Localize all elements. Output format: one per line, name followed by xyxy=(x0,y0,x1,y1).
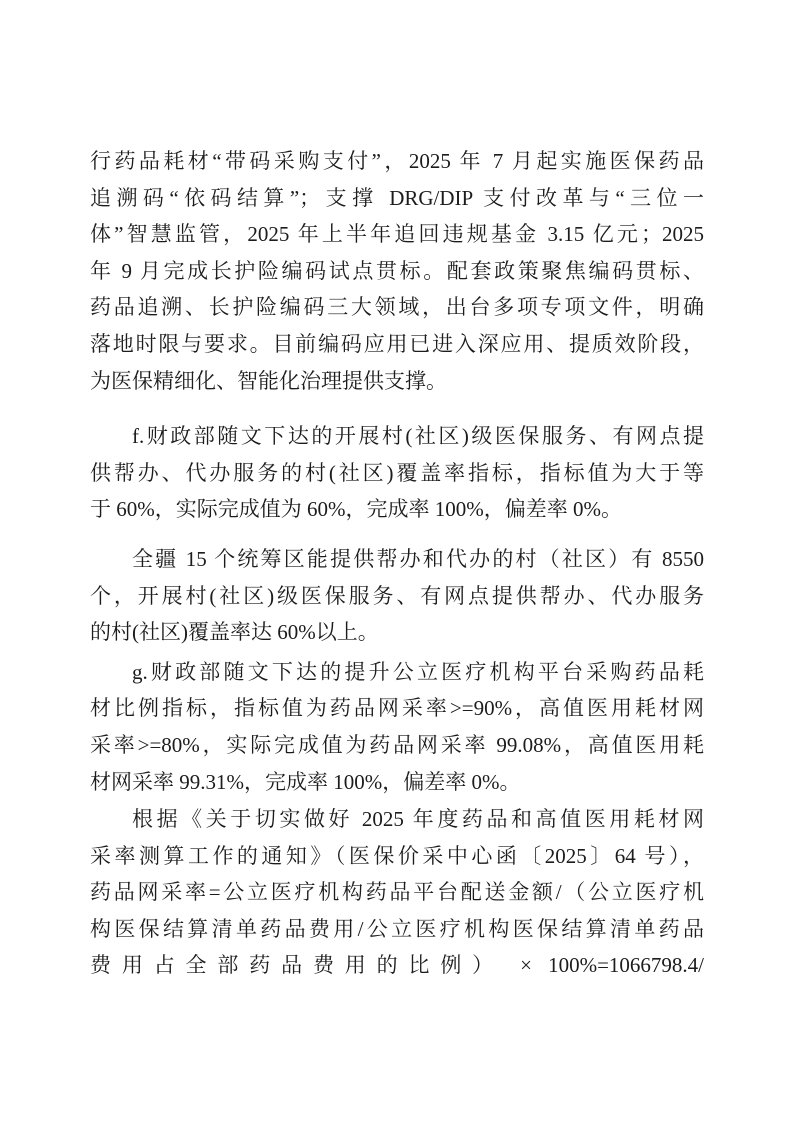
text-line: 采率测算工作的通知》（医保价采中心函〔2025〕64 号）， xyxy=(90,843,704,868)
text-line: 全疆 15 个统筹区能提供帮办和代办的村（社区）有 8550 xyxy=(132,546,704,571)
text-line: 个，开展村(社区)级医保服务、有网点提供帮办、代办服务 xyxy=(90,583,704,608)
paragraph-indicator-f xyxy=(90,418,704,528)
text-line: 的村(社区)覆盖率达 60%以上。 xyxy=(90,620,379,645)
text-line: 材比例指标，指标值为药品网采率>=90%，高值医用耗材网 xyxy=(90,696,704,721)
text-line: 材网采率 99.31%，完成率 100%，偏差率 0%。 xyxy=(90,769,521,794)
text-line: 药品网采率=公立医疗机构药品平台配送金额/（公立医疗机 xyxy=(90,880,704,905)
text-line: 于 60%，实际完成值为 60%，完成率 100%，偏差率 0%。 xyxy=(90,497,622,522)
paragraph-calculation-basis xyxy=(90,801,704,984)
text-line: 费用占全部药品费用的比例） × 100%=1066798.4/ xyxy=(90,953,704,978)
text-line: 体”智慧监管，2025 年上半年追回违规基金 3.15 亿元；2025 xyxy=(90,222,704,247)
paragraph-coding-application xyxy=(90,143,704,399)
text-line: 采率>=80%，实际完成值为药品网采率 99.08%，高值医用耗 xyxy=(90,732,704,757)
text-line: 年 9 月完成长护险编码试点贯标。配套政策聚焦编码贯标、 xyxy=(90,258,704,283)
text-line: 供帮办、代办服务的村(社区)覆盖率指标，指标值为大于等 xyxy=(90,460,704,485)
text-line: 为医保精细化、智能化治理提供支撑。 xyxy=(90,368,447,393)
paragraph-indicator-g xyxy=(90,654,704,800)
document-body xyxy=(90,143,704,984)
text-line: 药品追溯、长护险编码三大领域，出台多项专项文件，明确 xyxy=(90,295,704,320)
text-line: 追溯码“依码结算”；支撑 DRG/DIP 支付改革与“三位一 xyxy=(90,185,704,210)
text-line: g.财政部随文下达的提升公立医疗机构平台采购药品耗 xyxy=(132,659,704,684)
paragraph-coverage-detail xyxy=(90,541,704,651)
text-line: 落地时限与要求。目前编码应用已进入深应用、提质效阶段， xyxy=(90,331,704,356)
text-line: 构医保结算清单药品费用/公立医疗机构医保结算清单药品 xyxy=(90,916,704,941)
text-line: 行药品耗材“带码采购支付”，2025 年 7 月起实施医保药品 xyxy=(90,149,704,173)
text-line: f.财政部随文下达的开展村(社区)级医保服务、有网点提 xyxy=(132,424,704,449)
text-line: 根据《关于切实做好 2025 年度药品和高值医用耗材网 xyxy=(132,807,704,832)
